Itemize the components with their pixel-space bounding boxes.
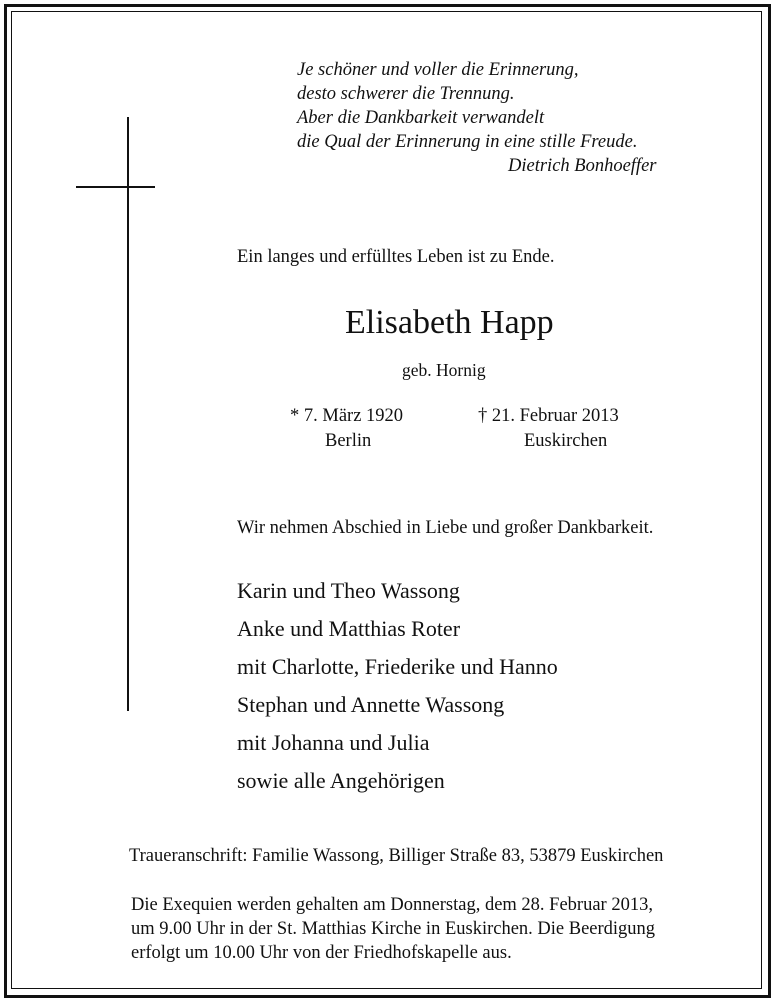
maiden-name: geb. Hornig	[402, 360, 486, 380]
cross-icon-horizontal-bar	[76, 186, 155, 188]
quote-line: desto schwerer die Trennung.	[297, 84, 515, 104]
quote-line: Aber die Dankbarkeit verwandelt	[297, 108, 545, 128]
funeral-notice-line: erfolgt um 10.00 Uhr von der Friedhofskapelle aus.	[131, 943, 512, 963]
quote-line: Je schöner und voller die Erinnerung,	[297, 60, 579, 80]
funeral-notice	[131, 893, 655, 965]
funeral-notice-line: um 9.00 Uhr in der St. Matthias Kirche in Euskirchen. Die Beerdigung	[131, 919, 656, 939]
funeral-notice-line: Die Exequien werden gehalten am Donnerstag, dem 28. Februar 2013,	[131, 895, 653, 915]
mourner-entry: Karin und Theo Wassong	[237, 578, 460, 603]
mourners-list	[237, 575, 558, 803]
mourner-entry: mit Charlotte, Friederike und Hanno	[237, 654, 558, 679]
quote-author: Dietrich Bonhoeffer	[508, 156, 657, 176]
death-date: † 21. Februar 2013	[478, 406, 619, 426]
deceased-name: Elisabeth Happ	[345, 304, 554, 341]
mourner-entry: mit Johanna und Julia	[237, 730, 430, 755]
death-place: Euskirchen	[524, 431, 608, 451]
intro-text: Ein langes und erfülltes Leben ist zu Ende.	[237, 247, 555, 267]
mourner-entry: Stephan und Annette Wassong	[237, 692, 505, 717]
mourner-entry: Anke und Matthias Roter	[237, 616, 461, 641]
epigraph-quote	[297, 58, 657, 176]
quote-line: die Qual der Erinnerung in eine stille Freude.	[297, 132, 638, 152]
birth-date: * 7. März 1920	[290, 406, 404, 426]
mourner-entry: sowie alle Angehörigen	[237, 768, 445, 793]
mourning-address: Traueranschrift: Familie Wassong, Billiger Straße 83, 53879 Euskirchen	[129, 846, 664, 866]
farewell-text: Wir nehmen Abschied in Liebe und großer Dankbarkeit.	[237, 518, 654, 538]
cross-icon-vertical-bar	[127, 117, 129, 711]
birth-place: Berlin	[325, 431, 372, 451]
